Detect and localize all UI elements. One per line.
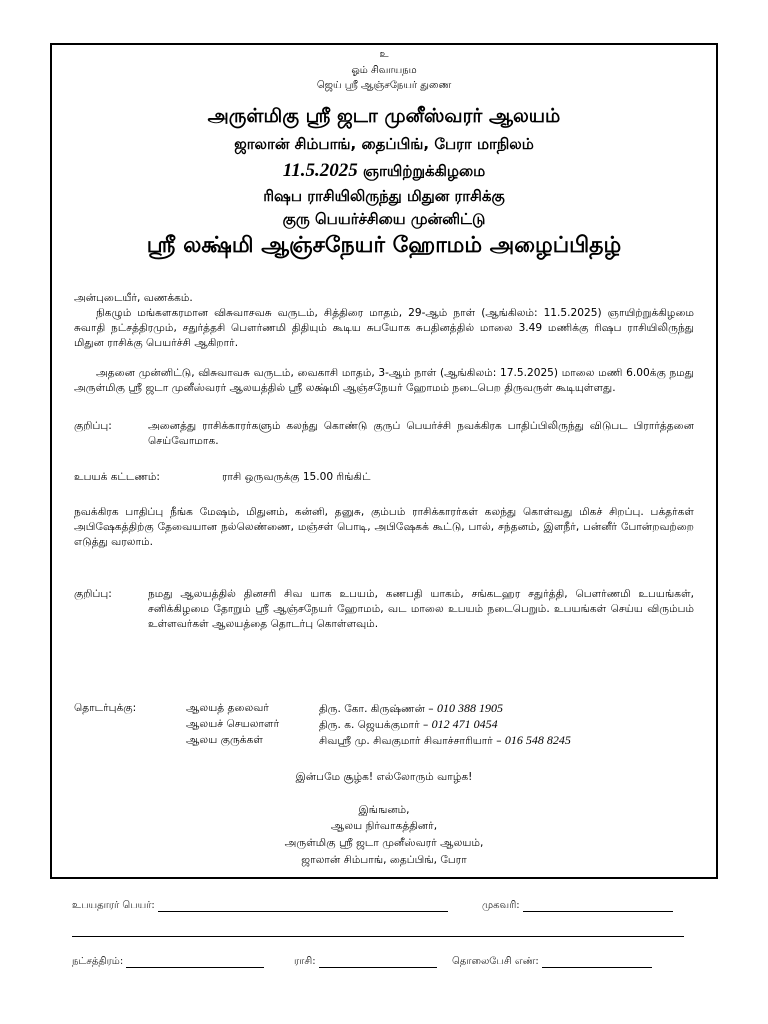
jai-line: ஜெய் ஸ்ரீ ஆஞ்சநேயர் துணை	[316, 80, 452, 91]
blessing: இன்பமே சூழ்க! எல்லோரும் வாழ்க!	[295, 771, 473, 783]
contact-role: ஆலய குருக்கள்	[186, 734, 263, 746]
contact-phone: 010 388 1905	[436, 701, 503, 715]
temple-location: ஜாலான் சிம்பாங், தைப்பிங், பேரா மாநிலம்	[234, 135, 534, 153]
contacts-label: தொடர்புக்கு:	[74, 702, 137, 714]
note-2-label: குறிப்பு:	[74, 588, 112, 600]
contact-name: சிவஸ்ரீ மு. சிவகுமார் சிவாச்சாரியார் – 016 548 8245	[319, 733, 571, 747]
contact-phone: 012 471 0454	[431, 717, 498, 731]
invitation-title: ஸ்ரீ லக்ஷ்மி ஆஞ்சநேயர் ஹோமம் அழைப்பிதழ்	[146, 233, 622, 258]
pillaiyar-suzhi: உ	[379, 49, 389, 60]
contact-row	[74, 717, 694, 733]
rasi-field[interactable]	[294, 956, 437, 968]
contact-role: ஆலயச் செயலாளர்	[186, 718, 280, 730]
address-continuation-line[interactable]	[72, 926, 684, 937]
fee-label: உபயக் கட்டணம்:	[74, 471, 160, 483]
event-day: ஞாயிற்றுக்கிழமை	[357, 162, 486, 180]
star-label: நட்சத்திரம்:	[72, 956, 124, 967]
donor-name-field[interactable]	[72, 900, 448, 912]
contacts	[74, 701, 694, 749]
invitation-frame	[50, 43, 718, 879]
note-2-text: நமது ஆலயத்தில் தினசரி சிவ யாக உபயம், கணபதி யாகம், சங்கடஹர சதுர்த்தி, பௌர்ணமி உபயங்கள், சனிக்கிழமை தோறும் ஸ்ரீ ஆஞ்சநேயர் ஹோமம், வட மாலை உபயம் நடைபெறும். உபயங்கள் செய்ய விரும்பம் உள்ளவர்கள் ஆலயத்தை தொடர்பு கொள்ளவும்.	[148, 588, 694, 630]
contact-row	[74, 733, 694, 749]
contact-role: ஆலயத் தலைவர்	[186, 702, 269, 714]
contact-name: திரு. கோ. கிருஷ்ணன் – 010 388 1905	[319, 701, 503, 715]
closing-temple: அருள்மிகு ஸ்ரீ ஜடா முனீஸ்வரர் ஆலயம்,	[284, 837, 484, 849]
om-line: ஓம் சிவாயநம	[351, 65, 417, 76]
signoff: இங்ஙனம்,	[358, 804, 410, 816]
fee-text: ராசி ஒருவருக்கு 15.00 ரிங்கிட்	[222, 471, 371, 483]
paragraph-2: அதனை முன்னிட்டு, விசுவாவசு வருடம், வைகாசி மாதம், 3-ஆம் நாள் (ஆங்கிலம்: 17.5.2025) மாலை மணி 6.00க்கு நமது அருள்மிகு ஸ்ரீ ஜடா முனீஸ்வரர் ஆலயத்தில் ஸ்ரீ லக்ஷ்மி ஆஞ்சநேயர் ஹோமம் நடைபெற திருவருள் கூடியுள்ளது.	[74, 367, 694, 394]
event-date: 11.5.2025	[282, 160, 358, 181]
star-field[interactable]	[72, 956, 264, 968]
transit-line: ரிஷப ராசியிலிருந்து மிதுன ராசிக்கு	[263, 187, 505, 205]
note-1-text: அனைத்து ராசிக்காரர்களும் கலந்து கொண்டு குருப் பெயர்ச்சி நவக்கிரக பாதிப்பிலிருந்து விடுபட பிரார்த்தனை செய்வோமாக.	[148, 420, 694, 447]
address-label: முகவரி:	[482, 900, 520, 911]
address-field[interactable]	[482, 900, 673, 912]
temple-title: அருள்மிகு ஸ்ரீ ஜடா முனீஸ்வரர் ஆலயம்	[207, 105, 561, 127]
greeting: அன்புடையீர், வணக்கம்.	[74, 292, 193, 304]
guru-line: குரு பெயர்ச்சியை முன்னிட்டு	[282, 210, 486, 228]
note-1-label: குறிப்பு:	[74, 420, 112, 432]
contact-name: திரு. க. ஜெயக்குமார் – 012 471 0454	[319, 717, 498, 731]
phone-label: தொலைபேசி எண்:	[452, 956, 539, 967]
committee: ஆலய நிர்வாகத்தினர்,	[330, 820, 438, 832]
star-line[interactable]	[126, 957, 264, 968]
note-1	[74, 419, 694, 449]
contact-row	[74, 701, 694, 717]
note-2	[74, 587, 694, 631]
closing-address: ஜாலான் சிம்பாங், தைப்பிங், பேரா	[301, 854, 467, 866]
donor-name-line[interactable]	[158, 901, 448, 912]
paragraph-1: நிகழும் மங்களகரமான விசுவாசவசு வருடம், சித்திரை மாதம், 29-ஆம் நாள் (ஆங்கிலம்: 11.5.2025) ஞாயிற்றுக்கிழமை சுவாதி நட்சத்திரமும், சதுர்த்தசி பௌர்ணமி திதியும் கூடிய சுபயோக சுபதினத்தில் மாலை 3.49 மணிக்கு ரிஷப ராசியிலிருந்து மிதுன ராசிக்கு பெயர்ச்சி ஆகிறார்.	[74, 307, 694, 349]
donor-name-label: உபயதாரர் பெயர்:	[72, 900, 155, 911]
event-date-line	[52, 160, 716, 182]
paragraph-3: நவக்கிரக பாதிப்பு நீங்க மேஷம், மிதுனம், கன்னி, தனுசு, கும்பம் ராசிக்காரர்கள் கலந்து கொள்வது மிகச் சிறப்பு. பக்தர்கள் அபிஷேகத்திற்கு தேவையான நல்லெண்ணை, மஞ்சள் பொடி, அபிஷேகக் கூட்டு, பால், சந்தனம், இளநீர், பன்னீர் போன்றவற்றை எடுத்து வரலாம்.	[74, 506, 694, 548]
phone-line[interactable]	[542, 957, 652, 968]
address-line[interactable]	[523, 901, 673, 912]
phone-field[interactable]	[452, 956, 652, 968]
rasi-label: ராசி:	[294, 956, 316, 967]
address-continuation[interactable]	[72, 926, 684, 937]
rasi-line[interactable]	[319, 957, 437, 968]
contact-phone: 016 548 8245	[504, 733, 571, 747]
